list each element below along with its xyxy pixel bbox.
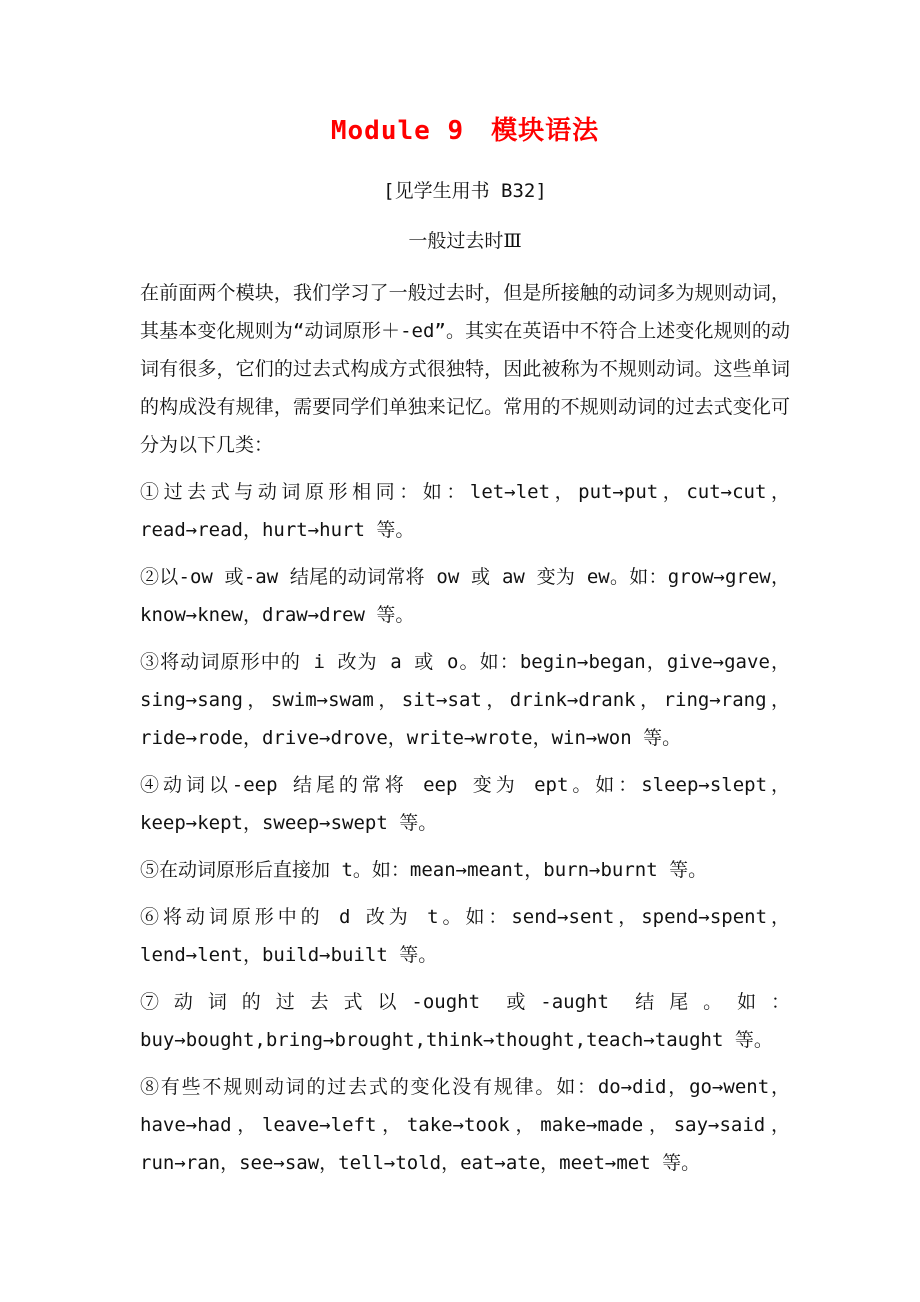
- rule-item-3: ③将动词原形中的 i 改为 a 或 o。如：begin→began，give→gave，sing→sang，swim→swam，sit→sat，drink→drank，ring→rang，ride→rode，drive→drove，write→wrote，win→won 等。: [140, 651, 790, 749]
- rule-item-6: ⑥将动词原形中的 d 改为 t。如：send→sent，spend→spent，lend→lent，build→built 等。: [140, 906, 790, 966]
- rule-item-8: ⑧有些不规则动词的过去式的变化没有规律。如：do→did，go→went，have→had，leave→left，take→took，make→made，say→said，run→ran，see→saw，tell→told，eat→ate，meet→met 等。: [140, 1076, 790, 1174]
- section-heading: 一般过去时Ⅲ: [408, 230, 522, 252]
- page-title: Module 9 模块语法: [330, 116, 600, 146]
- rule-item-7: ⑦动词的过去式以-ought 或-aught 结尾。如：buy→bought,bring→brought,think→thought,teach→taught 等。: [140, 991, 790, 1051]
- rule-item-5: ⑤在动词原形后直接加 t。如：mean→meant，burn→burnt 等。: [140, 859, 708, 881]
- intro-paragraph: 在前面两个模块，我们学习了一般过去时，但是所接触的动词多为规则动词，其基本变化规则为“动词原形＋-ed”。其实在英语中不符合上述变化规则的动词有很多，它们的过去式构成方式很独特，因此被称为不规则动词。这些单词的构成没有规律，需要同学们单独来记忆。常用的不规则动词的过去式变化可分为以下几类：: [140, 282, 790, 456]
- student-book-reference: [见学生用书 B32]: [383, 180, 547, 202]
- rule-item-4: ④动词以-eep 结尾的常将 eep 变为 ept。如：sleep→slept，keep→kept，sweep→swept 等。: [140, 774, 790, 834]
- rule-item-1: ①过去式与动词原形相同：如：let→let，put→put，cut→cut，read→read，hurt→hurt 等。: [140, 481, 790, 541]
- rule-item-2: ②以-ow 或-aw 结尾的动词常将 ow 或 aw 变为 ew。如：grow→grew，know→knew，draw→drew 等。: [140, 566, 790, 626]
